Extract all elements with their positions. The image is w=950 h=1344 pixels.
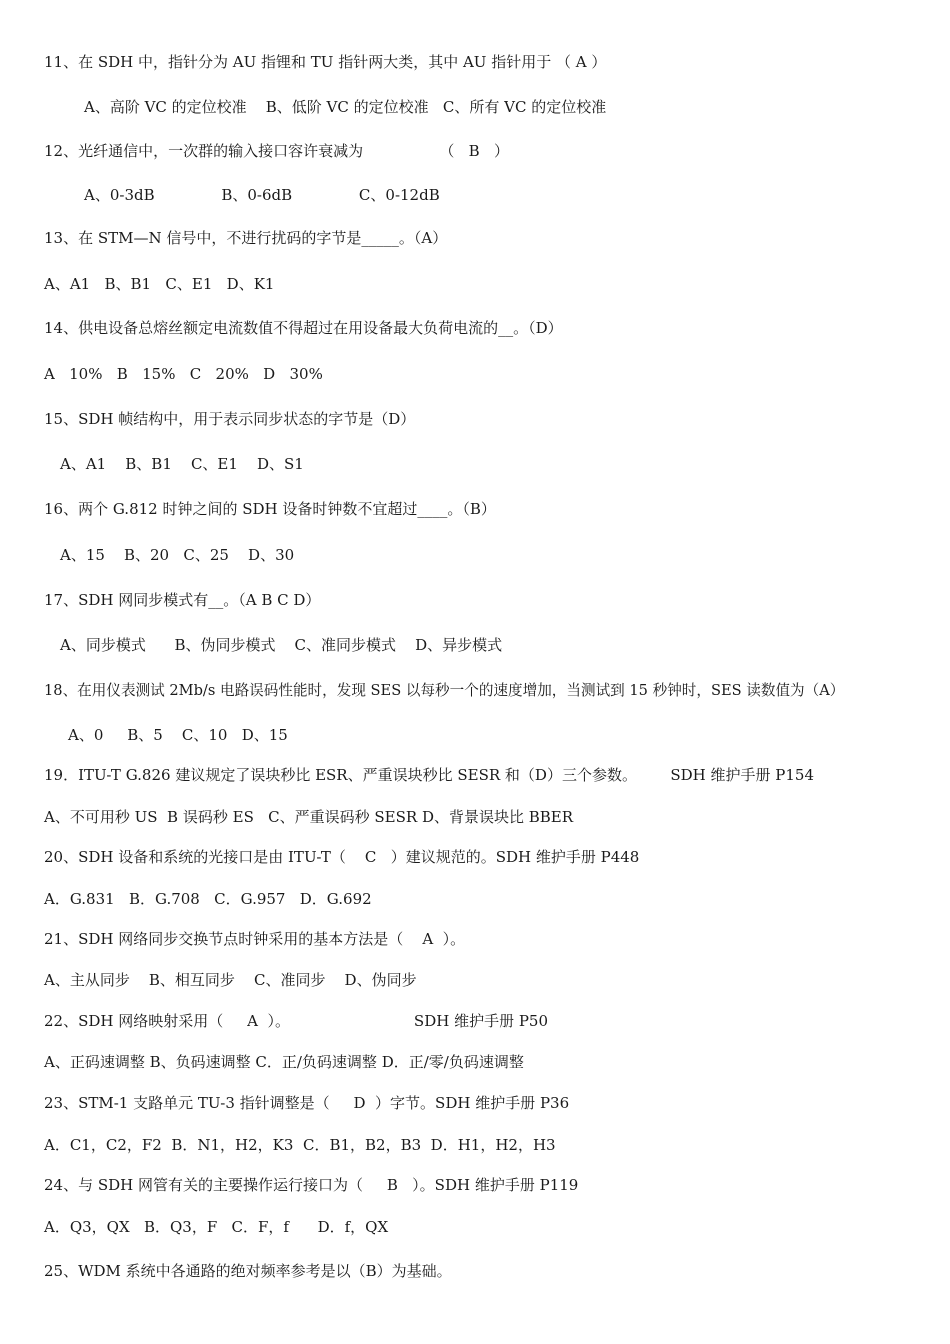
question-17: 17、SDH 网同步模式有__。（A B C D） [44, 591, 321, 609]
question-15: 15、SDH 帧结构中，用于表示同步状态的字节是（D） [44, 410, 416, 428]
question-16-options: A、15 B、20 C、25 D、30 [60, 546, 295, 564]
question-23: 23、STM-1 支路单元 TU-3 指针调整是（ D ）字节。SDH 维护手册 P36 [44, 1094, 570, 1112]
question-13: 13、在 STM—N 信号中，不进行扰码的字节是_____。（A） [44, 229, 448, 247]
question-11: 11、在 SDH 中，指针分为 AU 指锂和 TU 指针两大类，其中 AU 指针用于 （ A ） [44, 53, 607, 71]
question-12-options: A、0-3dB B、0-6dB C、0-12dB [84, 186, 440, 204]
question-24-options: A．Q3，QX B．Q3，F C．F，f D．f，QX [44, 1218, 389, 1236]
question-14-options: A 10% B 15% C 20% D 30% [44, 365, 323, 383]
question-22-options: A、正码速调整 B、负码速调整 C．正/负码速调整 D．正/零/负码速调整 [44, 1053, 524, 1071]
question-24: 24、与 SDH 网管有关的主要操作运行接口为（ B ）。SDH 维护手册 P119 [44, 1176, 579, 1194]
question-18: 18、在用仪表测试 2Mb/s 电路误码性能时，发现 SES 以每秒一个的速度增加，当测试到 15 秒钟时，SES 读数值为（A） [44, 682, 845, 699]
question-12: 12、光纤通信中，一次群的输入接口容许衰减为 （ B ） [44, 142, 510, 160]
question-15-options: A、A1 B、B1 C、E1 D、S1 [60, 455, 304, 473]
question-14: 14、供电设备总熔丝额定电流数值不得超过在用设备最大负荷电流的__。（D） [44, 319, 563, 337]
question-17-options: A、同步模式 B、伪同步模式 C、准同步模式 D、异步模式 [60, 636, 503, 654]
question-11-options: A、高阶 VC 的定位校准 B、低阶 VC 的定位校准 C、所有 VC 的定位校准 [84, 98, 607, 116]
question-21-options: A、主从同步 B、相互同步 C、准同步 D、伪同步 [44, 971, 417, 989]
question-20: 20、SDH 设备和系统的光接口是由 ITU-T（ C ）建议规范的。SDH 维护手册 P448 [44, 848, 640, 866]
question-13-options: A、A1 B、B1 C、E1 D、K1 [44, 275, 275, 293]
question-19-options: A、不可用秒 US B 误码秒 ES C、严重误码秒 SESR D、背景误块比 BBER [44, 808, 574, 826]
question-22: 22、SDH 网络映射采用（ A ）。 SDH 维护手册 P50 [44, 1012, 549, 1030]
question-21: 21、SDH 网络同步交换节点时钟采用的基本方法是（ A ）。 [44, 930, 466, 948]
question-20-options: A．G.831 B．G.708 C．G.957 D．G.692 [44, 890, 372, 908]
question-16: 16、两个 G.812 时钟之间的 SDH 设备时钟数不宜超过____。（B） [44, 500, 496, 518]
question-23-options: A．C1，C2，F2 B．N1，H2，K3 C．B1，B2，B3 D．H1，H2，H3 [44, 1136, 556, 1154]
question-25: 25、WDM 系统中各通路的绝对频率参考是以（B）为基础。 [44, 1262, 452, 1280]
question-18-options: A、0 B、5 C、10 D、15 [68, 726, 288, 744]
question-19: 19．ITU-T G.826 建议规定了误块秒比 ESR、严重误块秒比 SESR 和（D）三个参数。 SDH 维护手册 P154 [44, 766, 814, 784]
